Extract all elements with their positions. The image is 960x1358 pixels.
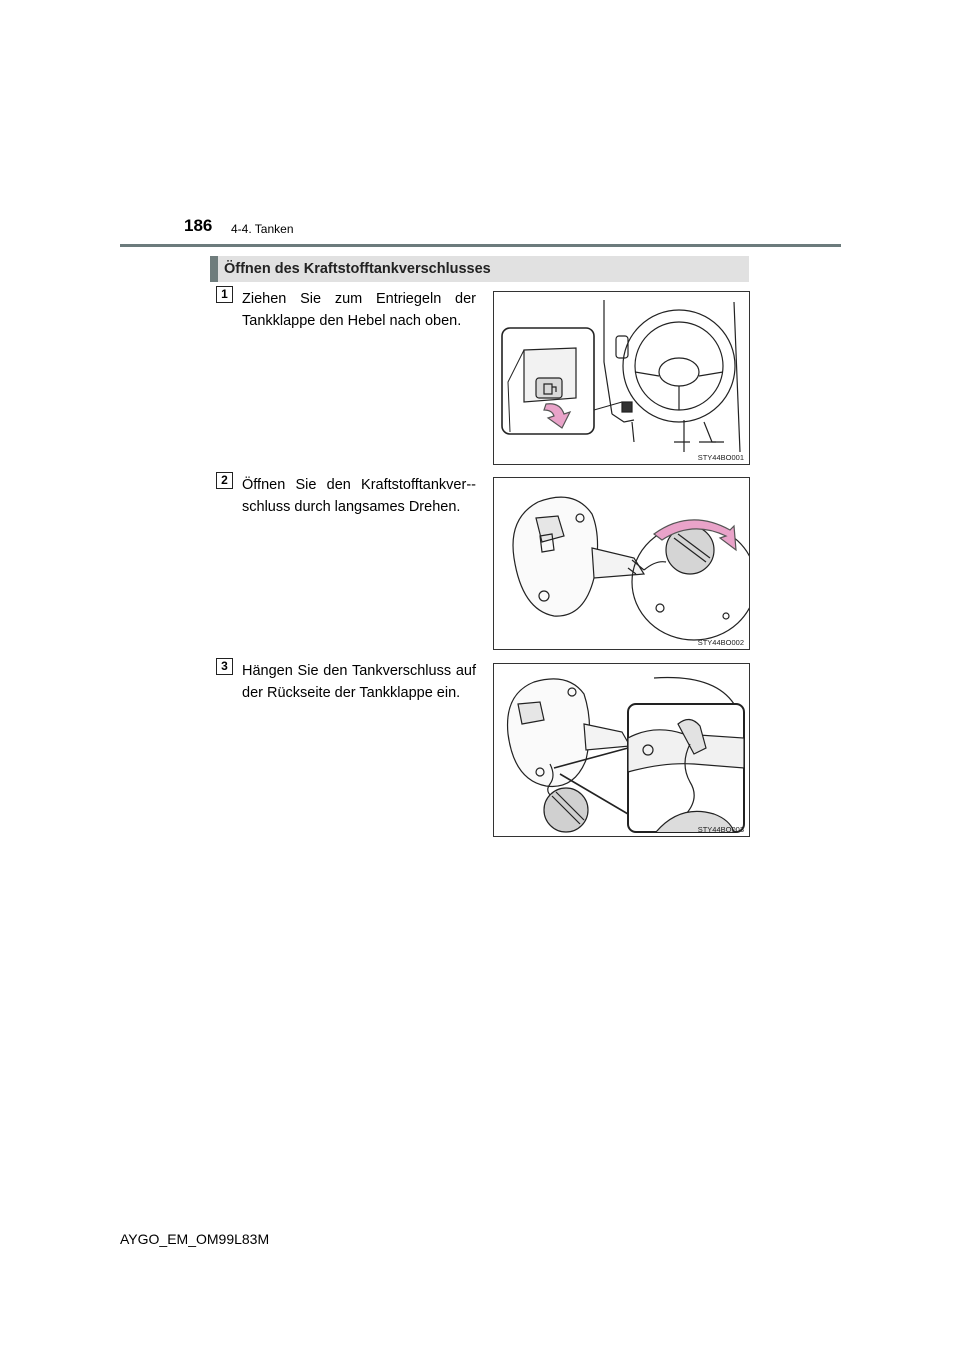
document-id: AYGO_EM_OM99L83M [120,1231,270,1247]
figure-code-1: STY44BO001 [697,453,744,462]
section-title: Öffnen des Kraftstofftankverschlusses [224,261,491,277]
step-number-2: 2 [216,472,233,489]
step-text-1: Ziehen Sie zum Entriegeln der Tankklappe den Hebel nach oben. [242,291,476,329]
figure-code-2: STY44BO002 [697,638,744,647]
step-number-1: 1 [216,286,233,303]
illustration-cap-hanging [493,663,750,837]
section-header: 4-4. Tanken [231,222,294,236]
figure-code-3: STY44BO003 [697,825,744,834]
header-rule [120,244,841,247]
illustration-fuel-cap-open [493,477,750,650]
illustration-fuel-lever [493,291,750,465]
step-number-3: 3 [216,658,233,675]
page-number: 186 [184,216,213,235]
section-title-bar [210,256,749,282]
title-accent [210,256,218,282]
step-text-2: Öffnen Sie den Kraftstofftankver-schluss durch langsames Drehen. [242,477,476,515]
step-text-3: Hängen Sie den Tankverschluss auf der Rückseite der Tankklappe ein. [242,663,476,701]
